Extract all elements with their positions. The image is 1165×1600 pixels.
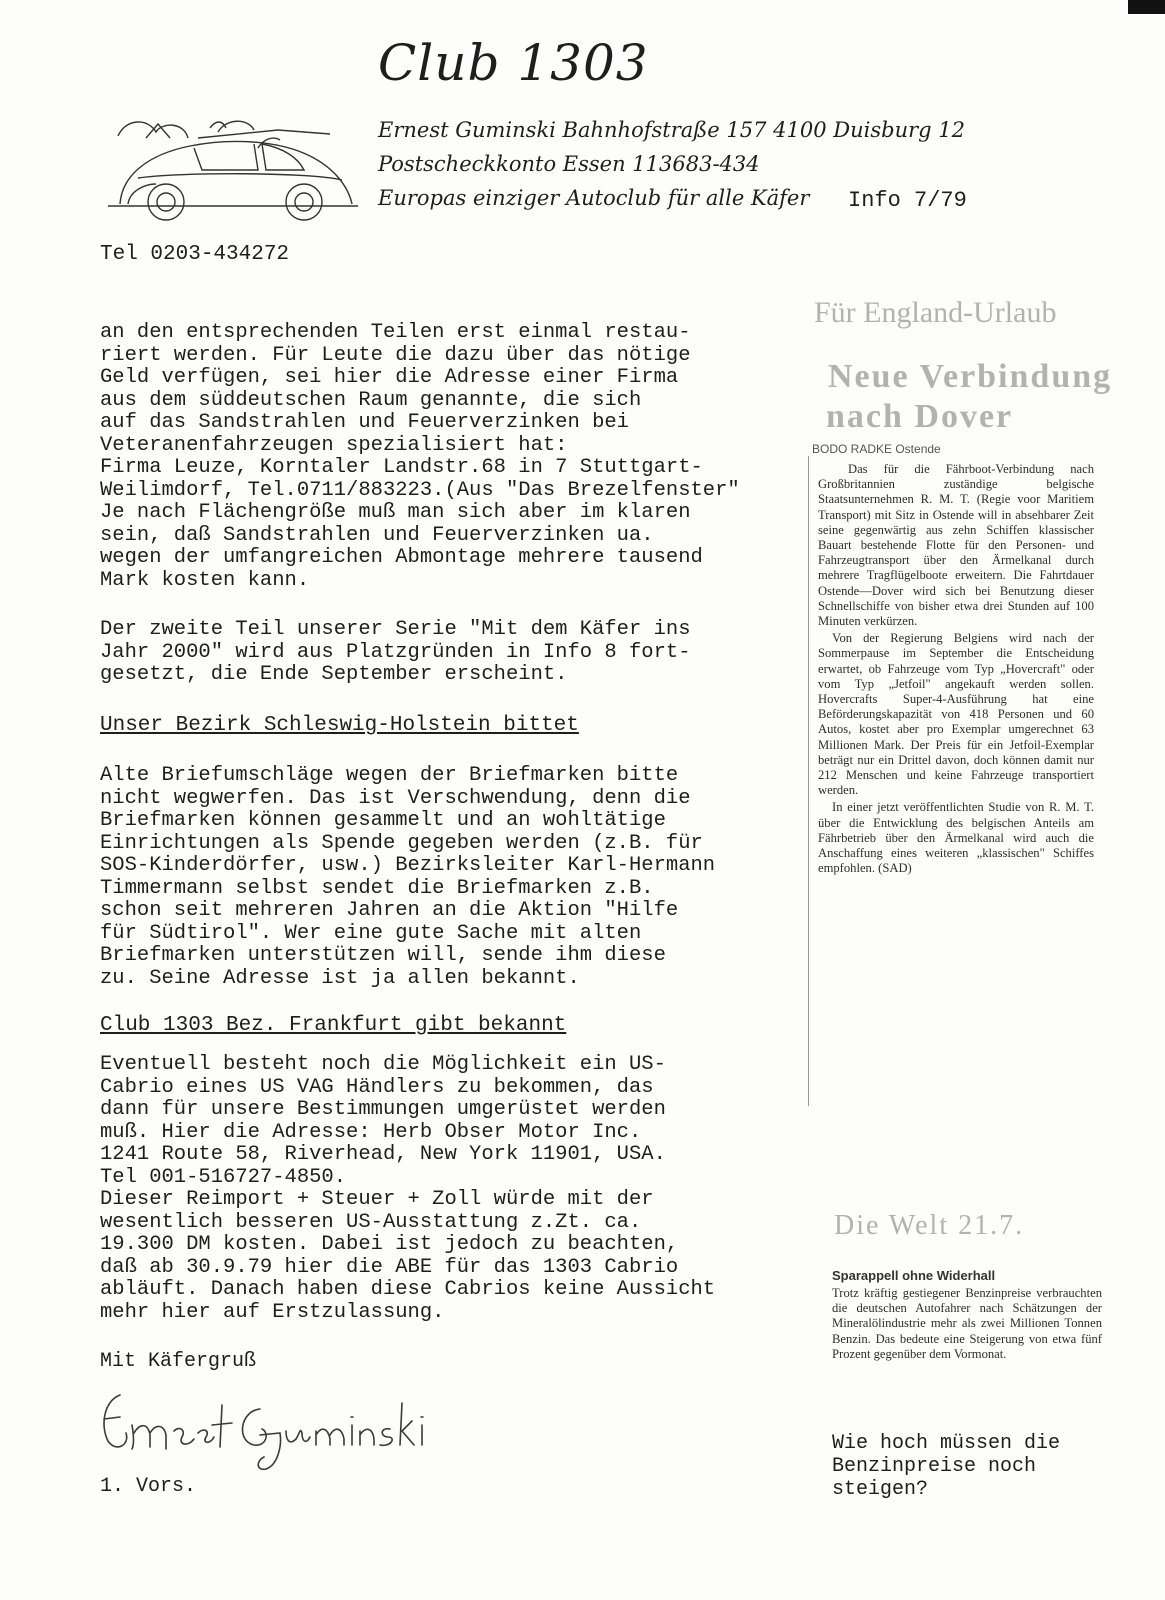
letterhead-address: Ernest Guminski Bahnhofstraße 157 4100 Duisburg 12 <box>378 118 965 142</box>
clipping-byline: BODO RADKE Ostende <box>812 442 941 456</box>
clipping-body: Trotz kräftig gestiegener Benzinpreise verbrauchten die deutschen Autofahrer nach Schätzungen der Mineralölindustrie mehr als zwei Millionen Tonnen Benzin. Das bedeute eine Steigerung von etwa fünf Prozent gegenüber dem Vormonat. <box>832 1286 1102 1361</box>
info-number: Info 7/79 <box>848 188 967 213</box>
closing-greeting: Mit Käfergruß <box>100 1350 257 1373</box>
section-heading-schleswig-holstein: Unser Bezirk Schleswig-Holstein bittet <box>100 714 579 737</box>
letter-paragraph-restoration: an den entsprechenden Teilen erst einmal restau- riert werden. Für Leute die dazu über das nötige Geld verfügen, sei hier die Adresse einer Firma aus dem süddeutschen Raum genannte, die sich auf das Sandstrahlen und Feuerverzinken bei Veteranenfahrzeugen spezialisiert hat: Firma Leuze, Korntaler Landstr.68 in 7 Stuttgart- Weilimdorf, Tel.0711/883223.(Aus "Das Brezelfenster" Je nach Flächengröße muß man sich aber im klaren sein, daß Sandstrahlen und Feuerverzinken ua. wegen der umfangreichen Abmontage mehrere tausend Mark kosten kann. <box>100 321 740 592</box>
section-heading-frankfurt: Club 1303 Bez. Frankfurt gibt bekannt <box>100 1014 567 1037</box>
newspaper-clipping-ferry <box>800 296 1113 1116</box>
clipping-body-paragraph: Das für die Fährboot-Verbindung nach Großbritannien zuständige belgische Staatsunternehmen R. M. T. (Regie voor Maritiem Transport) mit Sitz in Ostende will in absehbarer Zeit seine gegenwärtig aus zehn Schiffen klassischer Bauart bestehende Flotte für den Personen- und Fahrzeugtransport über den Ärmelkanal durch mehrere Tragflügelboote erweitern. Die Fahrtdauer Ostende—Dover wird sich bei Benutzung dieser Schnellschiffe von bisher etwa drei Stunden auf 100 Minuten verkürzen. <box>818 462 1094 629</box>
letterhead-account: Postscheckkonto Essen 113683-434 <box>378 152 760 176</box>
telephone-line: Tel 0203-434272 <box>100 243 290 266</box>
clipping-source: Die Welt 21.7. <box>834 1210 1025 1241</box>
letter-paragraph-stamps: Alte Briefumschläge wegen der Briefmarken bitte nicht wegwerfen. Das ist Verschwendung, denn die Briefmarken können gesammelt und an wohltätige Einrichtungen als Spende gegeben werden (z.B. für SOS-Kinderdörfer, usw.) Bezirksleiter Karl-Hermann Timmermann selbst sendet die Briefmarken z.B. schon seit mehreren Jahren an die Aktion "Hilfe für Südtirol". Wer eine gute Sache mit alten Briefmarken unterstützen will, sende ihm diese zu. Seine Adresse ist ja allen bekannt. <box>100 764 716 990</box>
clipping-kicker: Für England-Urlaub <box>814 296 1057 329</box>
closing-title: 1. Vors. <box>100 1475 197 1498</box>
clipping-headline-line1: Neue Verbindung <box>828 358 1113 395</box>
clipping-body-paragraph: Von der Regierung Belgiens wird nach der Sommerpause im September die Entscheidung erwartet, ob Fahrzeuge vom Typ „Hovercraft" oder vom Typ „Jetfoil" angekauft werden sollen. Hovercrafts Super-4-Ausführung hat eine Beförderungskapazität von 418 Personen und 60 Autos, kostet aber pro Exemplar umgerechnet 63 Millionen Mark. Der Preis für ein Jetfoil-Exemplar beträgt nur ein Drittel davon, doch können damit nur 212 Menschen und keine Fahrzeuge transportiert werden. <box>818 631 1094 798</box>
clipping-body <box>818 462 1094 878</box>
corner-registration-mark <box>1128 0 1165 14</box>
beetle-car-drawing <box>98 108 368 228</box>
letterhead-slogan: Europas einziger Autoclub für alle Käfer <box>378 186 810 210</box>
clipping-body-paragraph: In einer jetzt veröffentlichten Studie von R. M. T. über die Entwicklung des belgischen Anteils am Fährbetrieb über den Ärmelkanal wird auch die Anschaffung eines weiteren „klassischen" Schiffes empfohlen. (SAD) <box>818 800 1094 876</box>
petrol-question: Wie hoch müssen die Benzinpreise noch steigen? <box>832 1432 1061 1501</box>
clipping-column-rule <box>808 456 809 1106</box>
clipping-headline: Sparappell ohne Widerhall <box>832 1268 996 1283</box>
handwritten-signature <box>90 1375 430 1475</box>
letter-paragraph-series-note: Der zweite Teil unserer Serie "Mit dem Käfer ins Jahr 2000" wird aus Platzgründen in Info 8 fort- gesetzt, die Ende September erscheint. <box>100 618 691 686</box>
clipping-headline-line2: nach Dover <box>826 398 1014 435</box>
letter-paragraph-cabrio: Eventuell besteht noch die Möglichkeit ein US- Cabrio eines US VAG Händlers zu bekommen, das dann für unsere Bestimmungen umgerüstet werden muß. Hier die Adresse: Herb Obser Motor Inc. 1241 Route 58, Riverhead, New York 11901, USA. Tel 001-516727-4850. Dieser Reimport + Steuer + Zoll würde mit der wesentlich besseren US-Ausstattung z.Zt. ca. 19.300 DM kosten. Dabei ist jedoch zu beachten, daß ab 30.9.79 hier die ABE für das 1303 Cabrio abläuft. Danach haben diese Cabrios keine Aussicht mehr hier auf Erstzulassung. <box>100 1053 716 1324</box>
club-title: Club 1303 <box>378 34 649 92</box>
